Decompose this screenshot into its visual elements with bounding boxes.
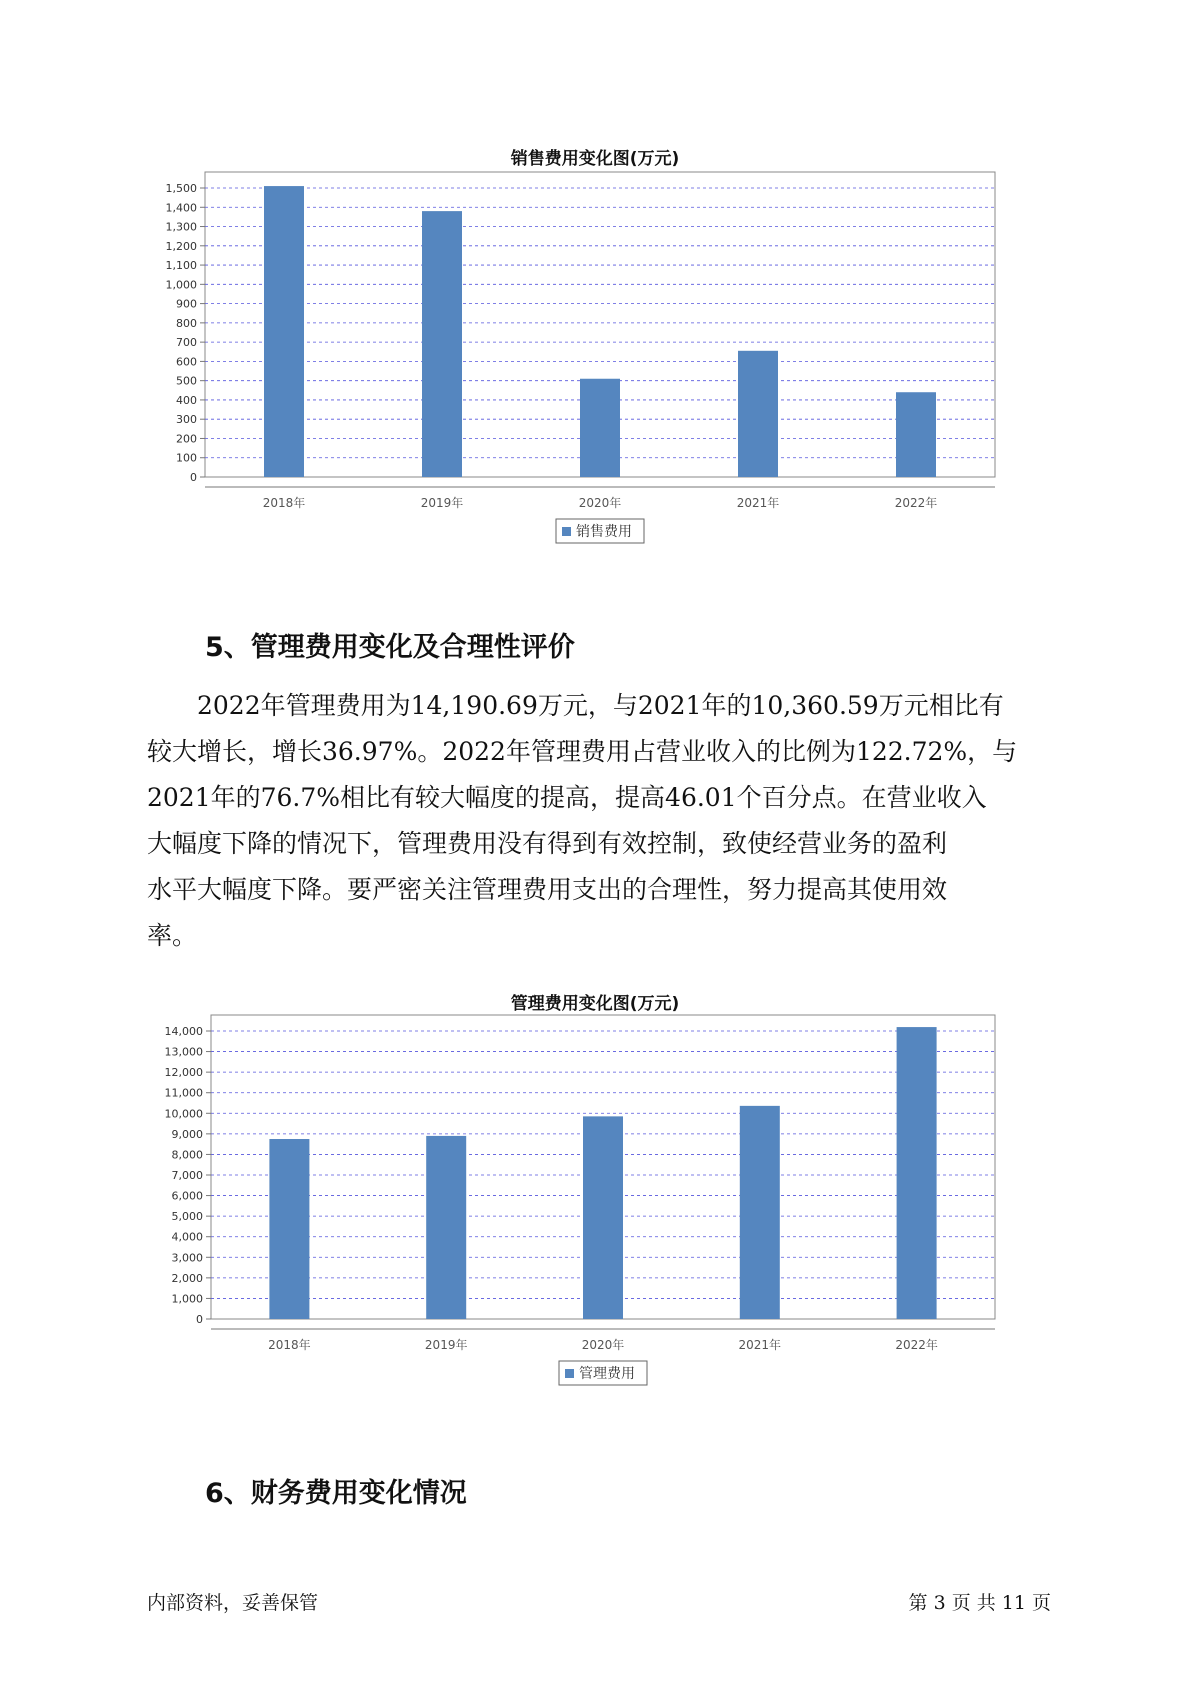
y-tick-label: 1,000 [165,278,197,292]
x-tick-label: 2022年 [894,496,938,510]
bar [740,1106,780,1319]
y-tick-label: 0 [196,1313,203,1326]
paragraph-line: 较大增长，增长36.97%。2022年管理费用占营业收入的比例为122.72%，与 [147,737,1018,766]
x-tick-label: 2022年 [895,1338,938,1352]
y-tick-label: 1,100 [165,259,197,273]
x-tick-label: 2020年 [578,496,622,510]
sales-expense-chart [160,140,1030,595]
bar [897,1027,937,1319]
x-tick-label: 2021年 [738,1338,782,1352]
y-tick-label: 700 [176,336,197,350]
y-tick-label: 300 [176,413,197,427]
y-tick-label: 12,000 [164,1066,203,1080]
footer-confidential: 内部资料，妥善保管 [147,1592,319,1614]
legend-swatch [565,1369,574,1378]
x-tick-label: 2021年 [736,496,780,510]
y-tick-label: 14,000 [164,1025,203,1038]
y-tick-label: 11,000 [164,1086,203,1100]
y-tick-label: 1,500 [165,182,197,195]
management-expense-chart [160,985,1030,1440]
y-tick-label: 1,000 [171,1292,203,1306]
y-tick-label: 100 [176,451,197,465]
paragraph-line: 率。 [147,921,198,950]
chart-title: 管理费用变化图(万元) [510,994,680,1014]
y-tick-label: 8,000 [171,1148,203,1162]
section-paragraph [147,683,1052,959]
y-tick-label: 400 [176,393,197,407]
y-tick-label: 7,000 [171,1169,203,1182]
y-tick-label: 5,000 [171,1210,203,1224]
bar [426,1136,466,1319]
bar [269,1139,309,1319]
y-tick-label: 800 [176,316,197,330]
bar [422,211,462,477]
x-tick-label: 2019年 [424,1338,468,1352]
bar [580,379,620,477]
y-tick-label: 6,000 [171,1189,203,1203]
legend-label: 管理费用 [579,1366,635,1382]
bar [738,351,778,477]
y-tick-label: 3,000 [171,1251,203,1265]
y-tick-label: 2,000 [171,1271,203,1285]
y-tick-label: 1,200 [165,239,197,253]
section-heading: 6、财务费用变化情况 [205,1478,467,1509]
footer-page-number: 第 3 页 共 11 页 [908,1592,1051,1614]
y-tick-label: 13,000 [164,1045,203,1059]
legend-swatch [562,527,571,536]
paragraph-line: 水平大幅度下降。要严密关注管理费用支出的合理性，努力提高其使用效 [147,875,948,904]
legend-label: 销售费用 [576,524,632,540]
bar-chart [160,985,1030,1440]
y-tick-label: 900 [176,297,197,311]
y-tick-label: 1,400 [165,201,197,215]
x-tick-label: 2020年 [581,1338,625,1352]
y-tick-label: 200 [176,432,197,446]
y-tick-label: 600 [176,355,197,369]
y-tick-label: 9,000 [171,1127,203,1141]
x-tick-label: 2018年 [262,496,306,510]
paragraph-line: 2021年的76.7%相比有较大幅度的提高，提高46.01个百分点。在营业收入 [147,783,987,812]
chart-title: 销售费用变化图(万元) [510,149,680,169]
bar [264,186,304,477]
x-tick-label: 2019年 [420,496,464,510]
bar [896,392,936,477]
paragraph-line: 大幅度下降的情况下，管理费用没有得到有效控制，致使经营业务的盈利 [147,829,948,858]
x-tick-label: 2018年 [268,1338,311,1352]
y-tick-label: 500 [176,374,197,388]
bar [583,1116,623,1319]
bar-chart [160,140,1030,595]
section-heading: 5、管理费用变化及合理性评价 [205,632,575,663]
y-tick-label: 1,300 [165,220,197,234]
y-tick-label: 0 [190,471,197,484]
y-tick-label: 10,000 [164,1107,203,1121]
paragraph-line: 2022年管理费用为14,190.69万元，与2021年的10,360.59万元相比有 [197,691,1004,720]
y-tick-label: 4,000 [171,1230,203,1244]
